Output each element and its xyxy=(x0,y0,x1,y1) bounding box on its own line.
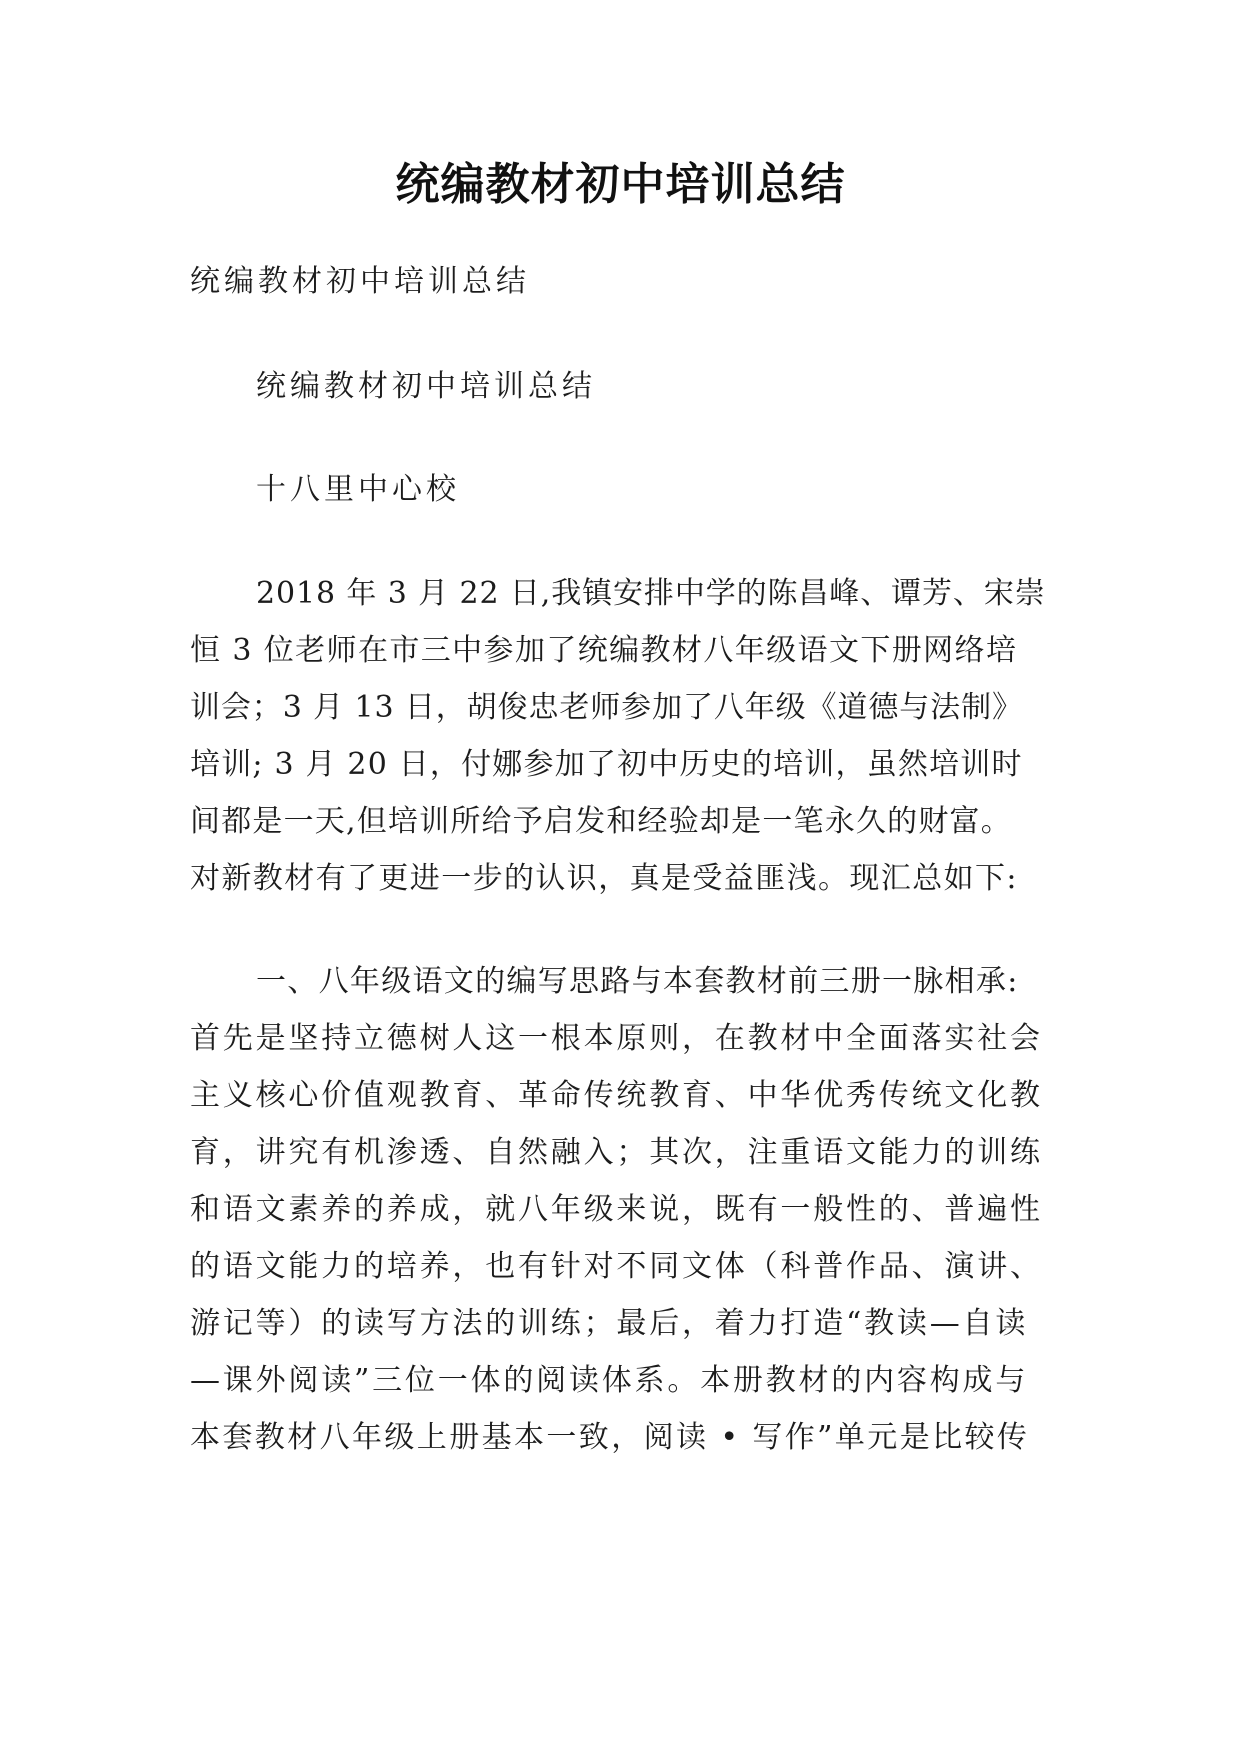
paragraph-line: 间都是一天,但培训所给予启发和经验却是一笔永久的财富。 xyxy=(190,804,1012,839)
paragraph-line: 的语文能力的培养，也有针对不同文体（科普作品、演讲、 xyxy=(190,1249,1043,1284)
paragraph-line: 首先是坚持立德树人这一根本原则，在教材中全面落实社会 xyxy=(190,1021,1043,1056)
school-name: 十八里中心校 xyxy=(256,472,460,507)
paragraph-line: 训会；3 月 13 日，胡俊忠老师参加了八年级《道德与法制》 xyxy=(190,690,1023,725)
paragraph-line: 育，讲究有机渗透、自然融入；其次，注重语文能力的训练 xyxy=(190,1135,1043,1170)
paragraph-line: 2018 年 3 月 22 日,我镇安排中学的陈昌峰、谭芳、宋崇 xyxy=(256,576,1046,611)
paragraph-line: 和语文素养的养成，就八年级来说，既有一般性的、普遍性 xyxy=(190,1192,1043,1227)
paragraph-line: 游记等）的读写方法的训练；最后，着力打造“教读—自读 xyxy=(190,1306,1029,1341)
paragraph-line: 一、八年级语文的编写思路与本套教材前三册一脉相承: xyxy=(256,964,1019,999)
paragraph-line: 对新教材有了更进一步的认识，真是受益匪浅。现汇总如下: xyxy=(190,861,1018,896)
document-title: 统编教材初中培训总结 xyxy=(395,159,846,210)
subheading: 统编教材初中培训总结 xyxy=(190,264,530,299)
paragraph-line: 本套教材八年级上册基本一致，阅读 • 写作”单元是比较传 xyxy=(190,1420,1030,1455)
paragraph-line: 培训; 3 月 20 日，付娜参加了初中历史的培训，虽然培训时 xyxy=(190,747,1023,782)
paragraph-line: 恒 3 位老师在市三中参加了统编教材八年级语文下册网络培 xyxy=(190,633,1018,668)
paragraph-line: —课外阅读”三位一体的阅读体系。本册教材的内容构成与 xyxy=(190,1363,1029,1398)
indented-heading: 统编教材初中培训总结 xyxy=(256,369,596,404)
paragraph-line: 主义核心价值观教育、革命传统教育、中华优秀传统文化教 xyxy=(190,1078,1043,1113)
